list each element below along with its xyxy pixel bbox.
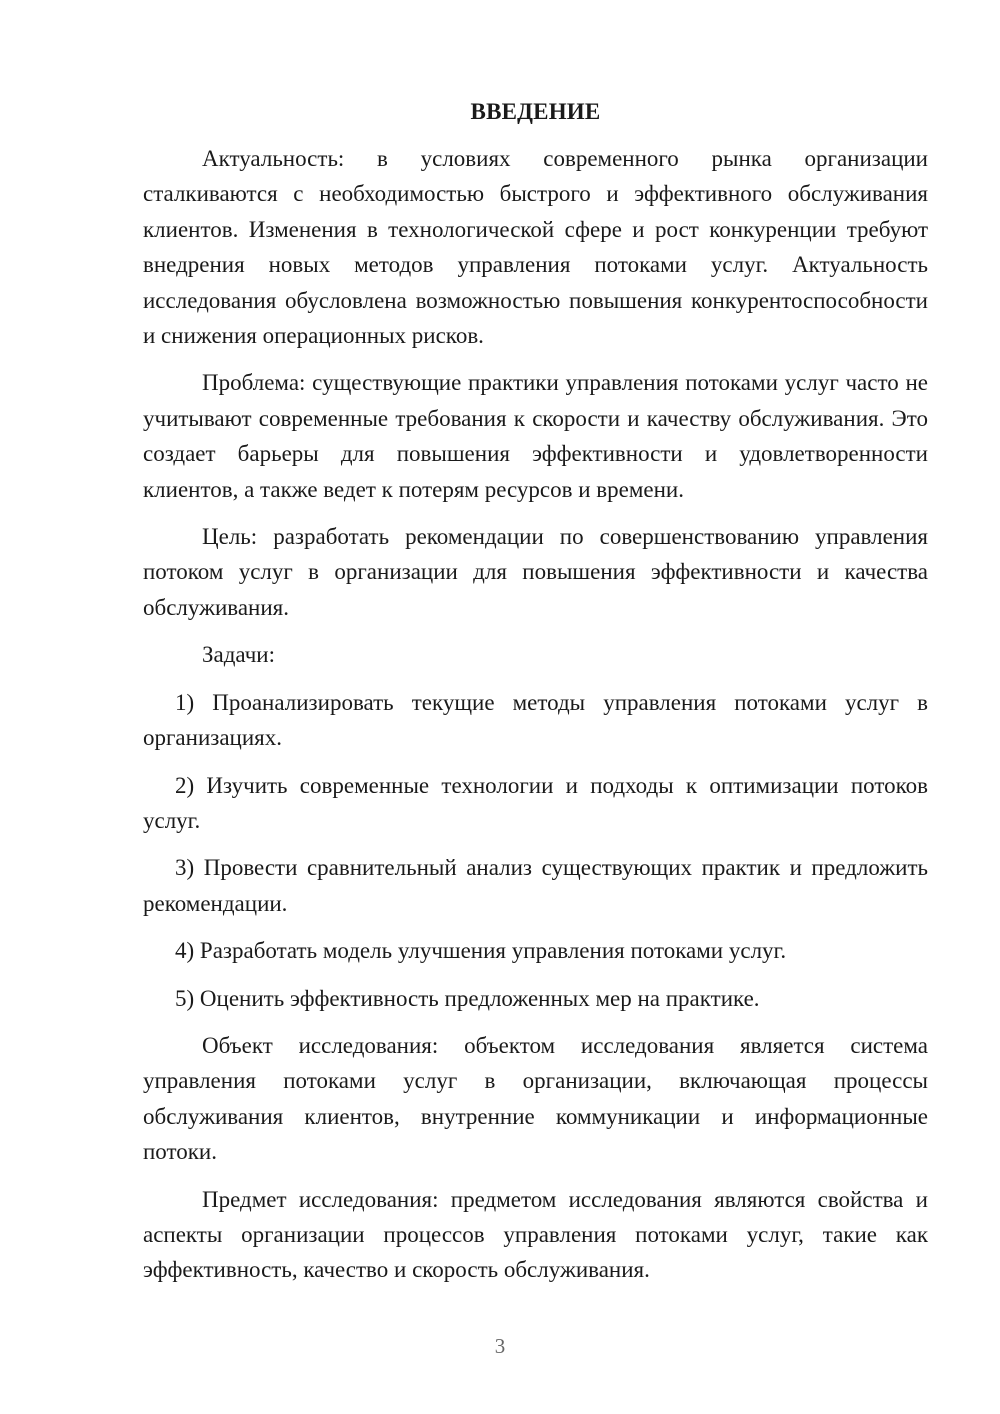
paragraph-problem: Проблема: существующие практики управления потоками услуг часто не учитывают современные требования к скорости и качеству обслуживания. Это создает барьеры для повышения эффективности и удовлетворенности клиентов, а также ведет к потерям ресурсов и времени. [143,370,928,502]
paragraph-subject: Предмет исследования: предметом исследования являются свойства и аспекты организации процессов управления потоками услуг, такие как эффективность, качество и скорость обслуживания. [143,1186,928,1283]
task-item: 3) Провести сравнительный анализ существующих практик и предложить рекомендации. [143,855,928,916]
document-page [143,94,928,1300]
paragraph-object: Объект исследования: объектом исследования является система управления потоками услуг в организации, включающая процессы обслуживания клиентов, внутренние коммуникации и информационные потоки. [143,1032,928,1165]
page-title: ВВЕДЕНИЕ [470,99,601,124]
task-item: 2) Изучить современные технологии и подходы к оптимизации потоков услуг. [143,772,928,833]
paragraph-relevance: Актуальность: в условиях современного рынка организации сталкиваются с необходимостью быстрого и эффективного обслуживания клиентов. Изменения в технологической сфере и рост конкуренции требуют внедрения новых методов управления потоками услуг. Актуальность исследования обусловлена возможностью повышения конкурентоспособности и снижения операционных рисков. [143,146,928,349]
tasks-heading: Задачи: [202,642,275,668]
paragraph-goal: Цель: разработать рекомендации по совершенствованию управления потоком услуг в организации для повышения эффективности и качества обслуживания. [143,524,928,620]
task-item: 4) Разработать модель улучшения управления потоками услуг. [175,938,787,964]
page-number: 3 [494,1334,506,1358]
task-item: 1) Проанализировать текущие методы управления потоками услуг в организациях. [143,689,928,751]
task-item: 5) Оценить эффективность предложенных мер на практике. [175,985,760,1011]
